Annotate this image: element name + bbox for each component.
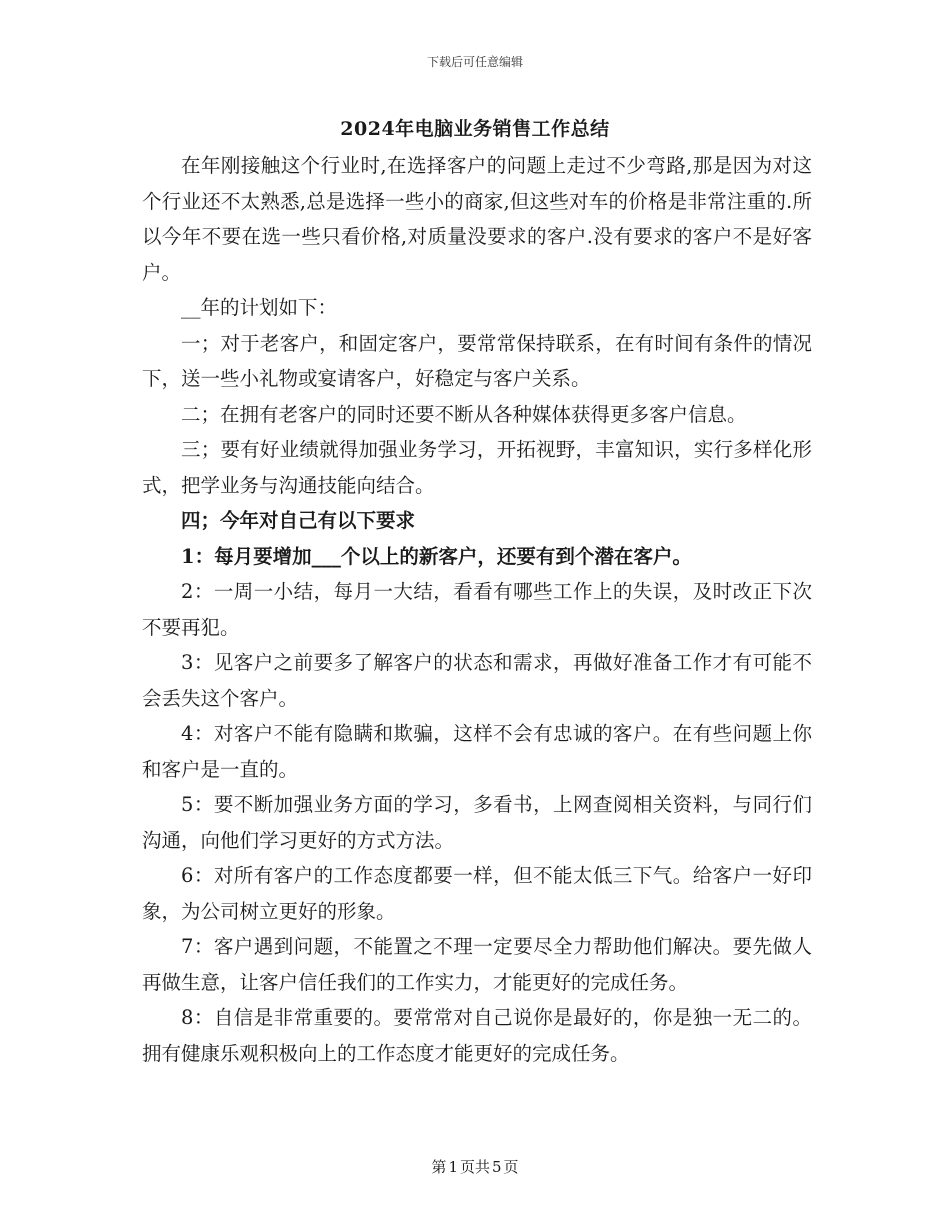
paragraph-plan-1: 一；对于老客户，和固定客户，要常常保持联系，在有时间有条件的情况下，送一些小礼物或宴请客户，好稳定与客户关系。 (142, 331, 812, 390)
footer-prefix: 第 (431, 1158, 447, 1176)
paragraph-requirement-8: 8：自信是非常重要的。要常常对自己说你是最好的，你是独一无二的。拥有健康乐观积极向上的工作态度才能更好的完成任务。 (142, 1006, 812, 1065)
header-note: 下载后可任意编辑 (426, 55, 523, 69)
footer-page-number: 1 (448, 1158, 458, 1176)
paragraph-requirement-7: 7：客户遇到问题，不能置之不理一定要尽全力帮助他们解决。要先做人再做生意，让客户信任我们的工作实力，才能更好的完成任务。 (142, 935, 812, 994)
paragraph-requirement-3: 3：见客户之前要多了解客户的状态和需求，再做好准备工作才有可能不会丢失这个客户。 (142, 651, 812, 710)
paragraph-requirements-heading: 四；今年对自己有以下要求 (181, 509, 416, 532)
document-title: 2024年电脑业务销售工作总结 (340, 118, 610, 140)
paragraph-requirement-1: 1：每月要增加___个以上的新客户，还要有到个潜在客户。 (181, 544, 692, 568)
paragraph-requirement-2: 2：一周一小结，每月一大结，看看有哪些工作上的失误，及时改正下次不要再犯。 (142, 580, 812, 639)
paragraph-requirement-4: 4：对客户不能有隐瞒和欺骗，这样不会有忠诚的客户。在有些问题上你和客户是一直的。 (142, 722, 812, 781)
footer-middle: 页共 (459, 1158, 490, 1176)
document-body (142, 148, 812, 1071)
paragraph-plan-3: 三；要有好业绩就得加强业务学习，开拓视野，丰富知识，实行多样化形式，把学业务与沟通技能向结合。 (142, 438, 812, 497)
page-footer (0, 1156, 950, 1177)
paragraph-requirement-5: 5：要不断加强业务方面的学习，多看书，上网查阅相关资料，与同行们沟通，向他们学习更好的方式方法。 (142, 793, 812, 852)
paragraph-plan-2: 二；在拥有老客户的同时还要不断从各种媒体获得更多客户信息。 (181, 402, 747, 426)
footer-suffix: 页 (503, 1158, 519, 1176)
paragraph-requirement-6: 6：对所有客户的工作态度都要一样，但不能太低三下气。给客户一好印象，为公司树立更好的形象。 (142, 864, 812, 923)
footer-total-pages: 5 (492, 1158, 502, 1176)
paragraph-intro: 在年刚接触这个行业时,在选择客户的问题上走过不少弯路,那是因为对这个行业还不太熟悉,总是选择一些小的商家,但这些对车的价格是非常注重的.所以今年不要在选一些只看价格,对质量没要求的客户.没有要求的客户不是好客户。 (142, 154, 812, 284)
paragraph-plan-heading: __年的计划如下： (181, 296, 338, 319)
